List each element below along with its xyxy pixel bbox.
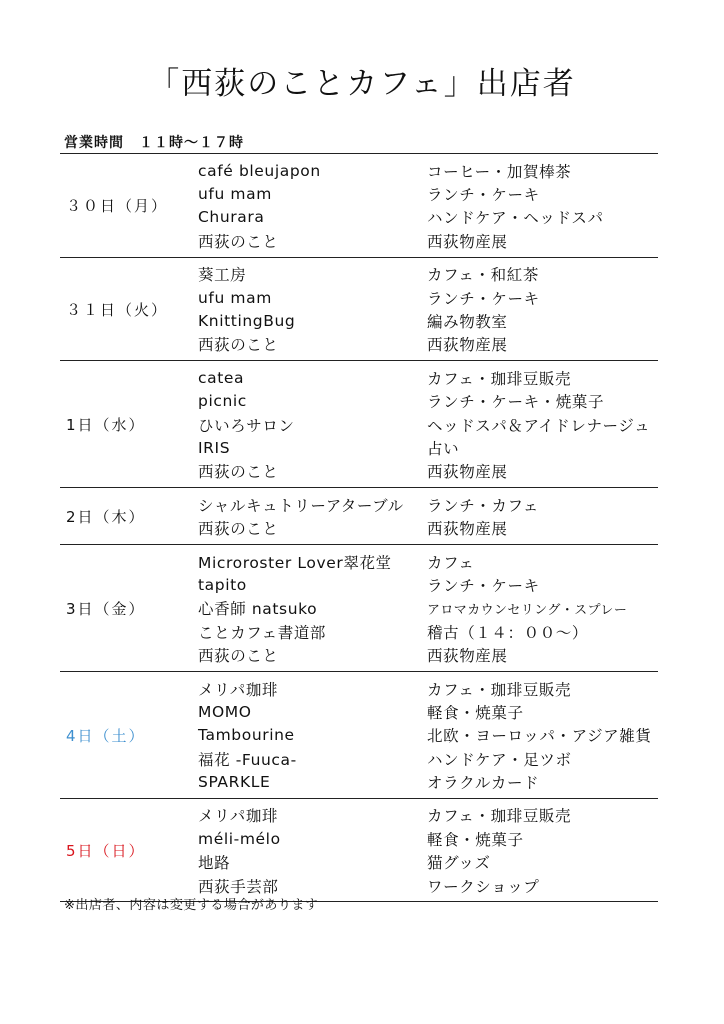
vendor-name: ことカフェ書道部 <box>198 623 327 642</box>
schedule-table <box>60 153 658 902</box>
vendor-description: カフェ・珈琲豆販売 <box>427 680 572 699</box>
vendor-description: ワークショップ <box>427 877 540 896</box>
vendor-entry <box>198 700 658 723</box>
day-label: 1日（水） <box>66 416 146 435</box>
vendor-description: 編み物教室 <box>427 313 508 332</box>
vendor-description: 西荻物産展 <box>427 647 508 666</box>
vendor-name: シャルキュトリーアターブル <box>198 496 404 515</box>
vendor-name: 西荻手芸部 <box>198 877 279 896</box>
vendor-name: Churara <box>198 208 265 227</box>
vendor-name: MOMO <box>198 702 252 721</box>
vendor-description: 北欧・ヨーロッパ・アジア雑貨 <box>427 727 652 746</box>
vendor-description: ランチ・ケーキ・焼菓子 <box>427 393 605 412</box>
vendor-name: IRIS <box>198 438 231 457</box>
vendor-description: 稽古（１４：００～） <box>427 623 589 642</box>
vendor-entry <box>198 597 658 620</box>
day-label: 2日（木） <box>66 507 146 526</box>
vendor-name: Microroster Lover翠花堂 <box>198 553 392 572</box>
vendor-list <box>198 493 658 540</box>
vendor-name: 西荻のこと <box>198 232 279 251</box>
vendor-entry <box>198 263 658 286</box>
vendor-entry <box>198 286 658 309</box>
day-row <box>60 258 658 362</box>
vendor-entry <box>198 493 658 516</box>
vendor-description: 西荻物産展 <box>427 232 508 251</box>
vendor-name: café bleujapon <box>198 161 321 180</box>
vendor-list <box>198 804 658 898</box>
vendor-name: 葵工房 <box>198 266 247 285</box>
vendor-entry <box>198 182 658 205</box>
vendor-list <box>198 550 658 667</box>
vendor-description: カフェ・和紅茶 <box>427 266 539 285</box>
vendor-entry <box>198 851 658 874</box>
vendor-description: ランチ・ケーキ <box>427 186 540 205</box>
day-label: 5日（日） <box>66 842 146 861</box>
vendor-description: カフェ・珈琲豆販売 <box>427 369 572 388</box>
vendor-entry <box>198 229 658 252</box>
vendor-name: メリパ珈琲 <box>198 680 279 699</box>
vendor-description: カフェ・珈琲豆販売 <box>427 807 572 826</box>
vendor-entry <box>198 550 658 573</box>
vendor-list <box>198 366 658 483</box>
vendor-description: ヘッドスパ＆アイドレナージュ <box>427 416 651 435</box>
vendor-description: ランチ・ケーキ <box>427 289 540 308</box>
vendor-description: 西荻物産展 <box>427 463 508 482</box>
vendor-name: 福花 -Fuuca- <box>198 750 297 769</box>
vendor-entry <box>198 436 658 459</box>
vendor-name: 西荻のこと <box>198 647 279 666</box>
day-row <box>60 488 658 545</box>
vendor-description: 西荻物産展 <box>427 520 508 539</box>
vendor-name: 西荻のこと <box>198 520 279 539</box>
vendor-entry <box>198 747 658 770</box>
business-hours: 営業時間 １１時～１７時 <box>64 135 244 151</box>
day-row <box>60 545 658 672</box>
day-row <box>60 361 658 488</box>
vendor-name: méli-mélo <box>198 829 281 848</box>
day-row <box>60 154 658 258</box>
vendor-entry <box>198 573 658 596</box>
day-label: 4日（土） <box>66 726 146 745</box>
vendor-name: KnittingBug <box>198 312 296 331</box>
vendor-entry <box>198 643 658 666</box>
vendor-entry <box>198 677 658 700</box>
day-label: 3日（金） <box>66 599 146 618</box>
day-label: ３０日（月） <box>66 197 169 216</box>
vendor-entry <box>198 827 658 850</box>
vendor-entry <box>198 309 658 332</box>
vendor-name: picnic <box>198 392 247 411</box>
vendor-description: 猫グッズ <box>427 854 491 873</box>
vendor-name: 西荻のこと <box>198 463 279 482</box>
vendor-entry <box>198 724 658 747</box>
vendor-entry <box>198 366 658 389</box>
vendor-description: オラクルカード <box>427 774 540 793</box>
vendor-list <box>198 677 658 794</box>
vendor-name: メリパ珈琲 <box>198 807 279 826</box>
vendor-name: SPARKLE <box>198 773 271 792</box>
vendor-name: ufu mam <box>198 288 272 307</box>
vendor-description: ランチ・カフェ <box>427 496 539 515</box>
vendor-description: 西荻物産展 <box>427 336 508 355</box>
day-row <box>60 799 658 903</box>
vendor-description: ハンドケア・ヘッドスパ <box>427 209 604 228</box>
vendor-name: ufu mam <box>198 185 272 204</box>
vendor-description: アロマカウンセリング・スプレー <box>427 602 628 618</box>
vendor-entry <box>198 516 658 539</box>
vendor-entry <box>198 460 658 483</box>
vendor-name: ひいろサロン <box>198 416 295 435</box>
vendor-name: 心香師 natsuko <box>198 600 318 619</box>
vendor-entry <box>198 333 658 356</box>
vendor-description: 軽食・焼菓子 <box>427 830 524 849</box>
vendor-name: catea <box>198 368 245 387</box>
vendor-entry <box>198 159 658 182</box>
day-row <box>60 672 658 799</box>
vendor-name: 西荻のこと <box>198 336 279 355</box>
vendor-entry <box>198 390 658 413</box>
vendor-name: tapito <box>198 575 247 594</box>
vendor-entry <box>198 770 658 793</box>
vendor-name: Tambourine <box>198 726 295 745</box>
vendor-description: 軽食・焼菓子 <box>427 703 524 722</box>
vendor-description: 占い <box>427 439 460 458</box>
vendor-list <box>198 263 658 357</box>
vendor-entry <box>198 413 658 436</box>
vendor-entry <box>198 620 658 643</box>
vendor-description: ハンドケア・足ツボ <box>427 750 572 769</box>
vendor-entry <box>198 206 658 229</box>
vendor-description: コーヒー・加賀棒茶 <box>427 162 572 181</box>
page-title: 「西荻のことカフェ」出店者 <box>148 66 576 102</box>
vendor-name: 地路 <box>198 854 231 873</box>
vendor-description: ランチ・ケーキ <box>427 576 540 595</box>
vendor-list <box>198 159 658 253</box>
footnote: ※出店者、内容は変更する場合があります <box>64 898 319 913</box>
vendor-description: カフェ <box>427 553 475 572</box>
vendor-entry <box>198 804 658 827</box>
day-label: ３１日（火） <box>66 300 169 319</box>
